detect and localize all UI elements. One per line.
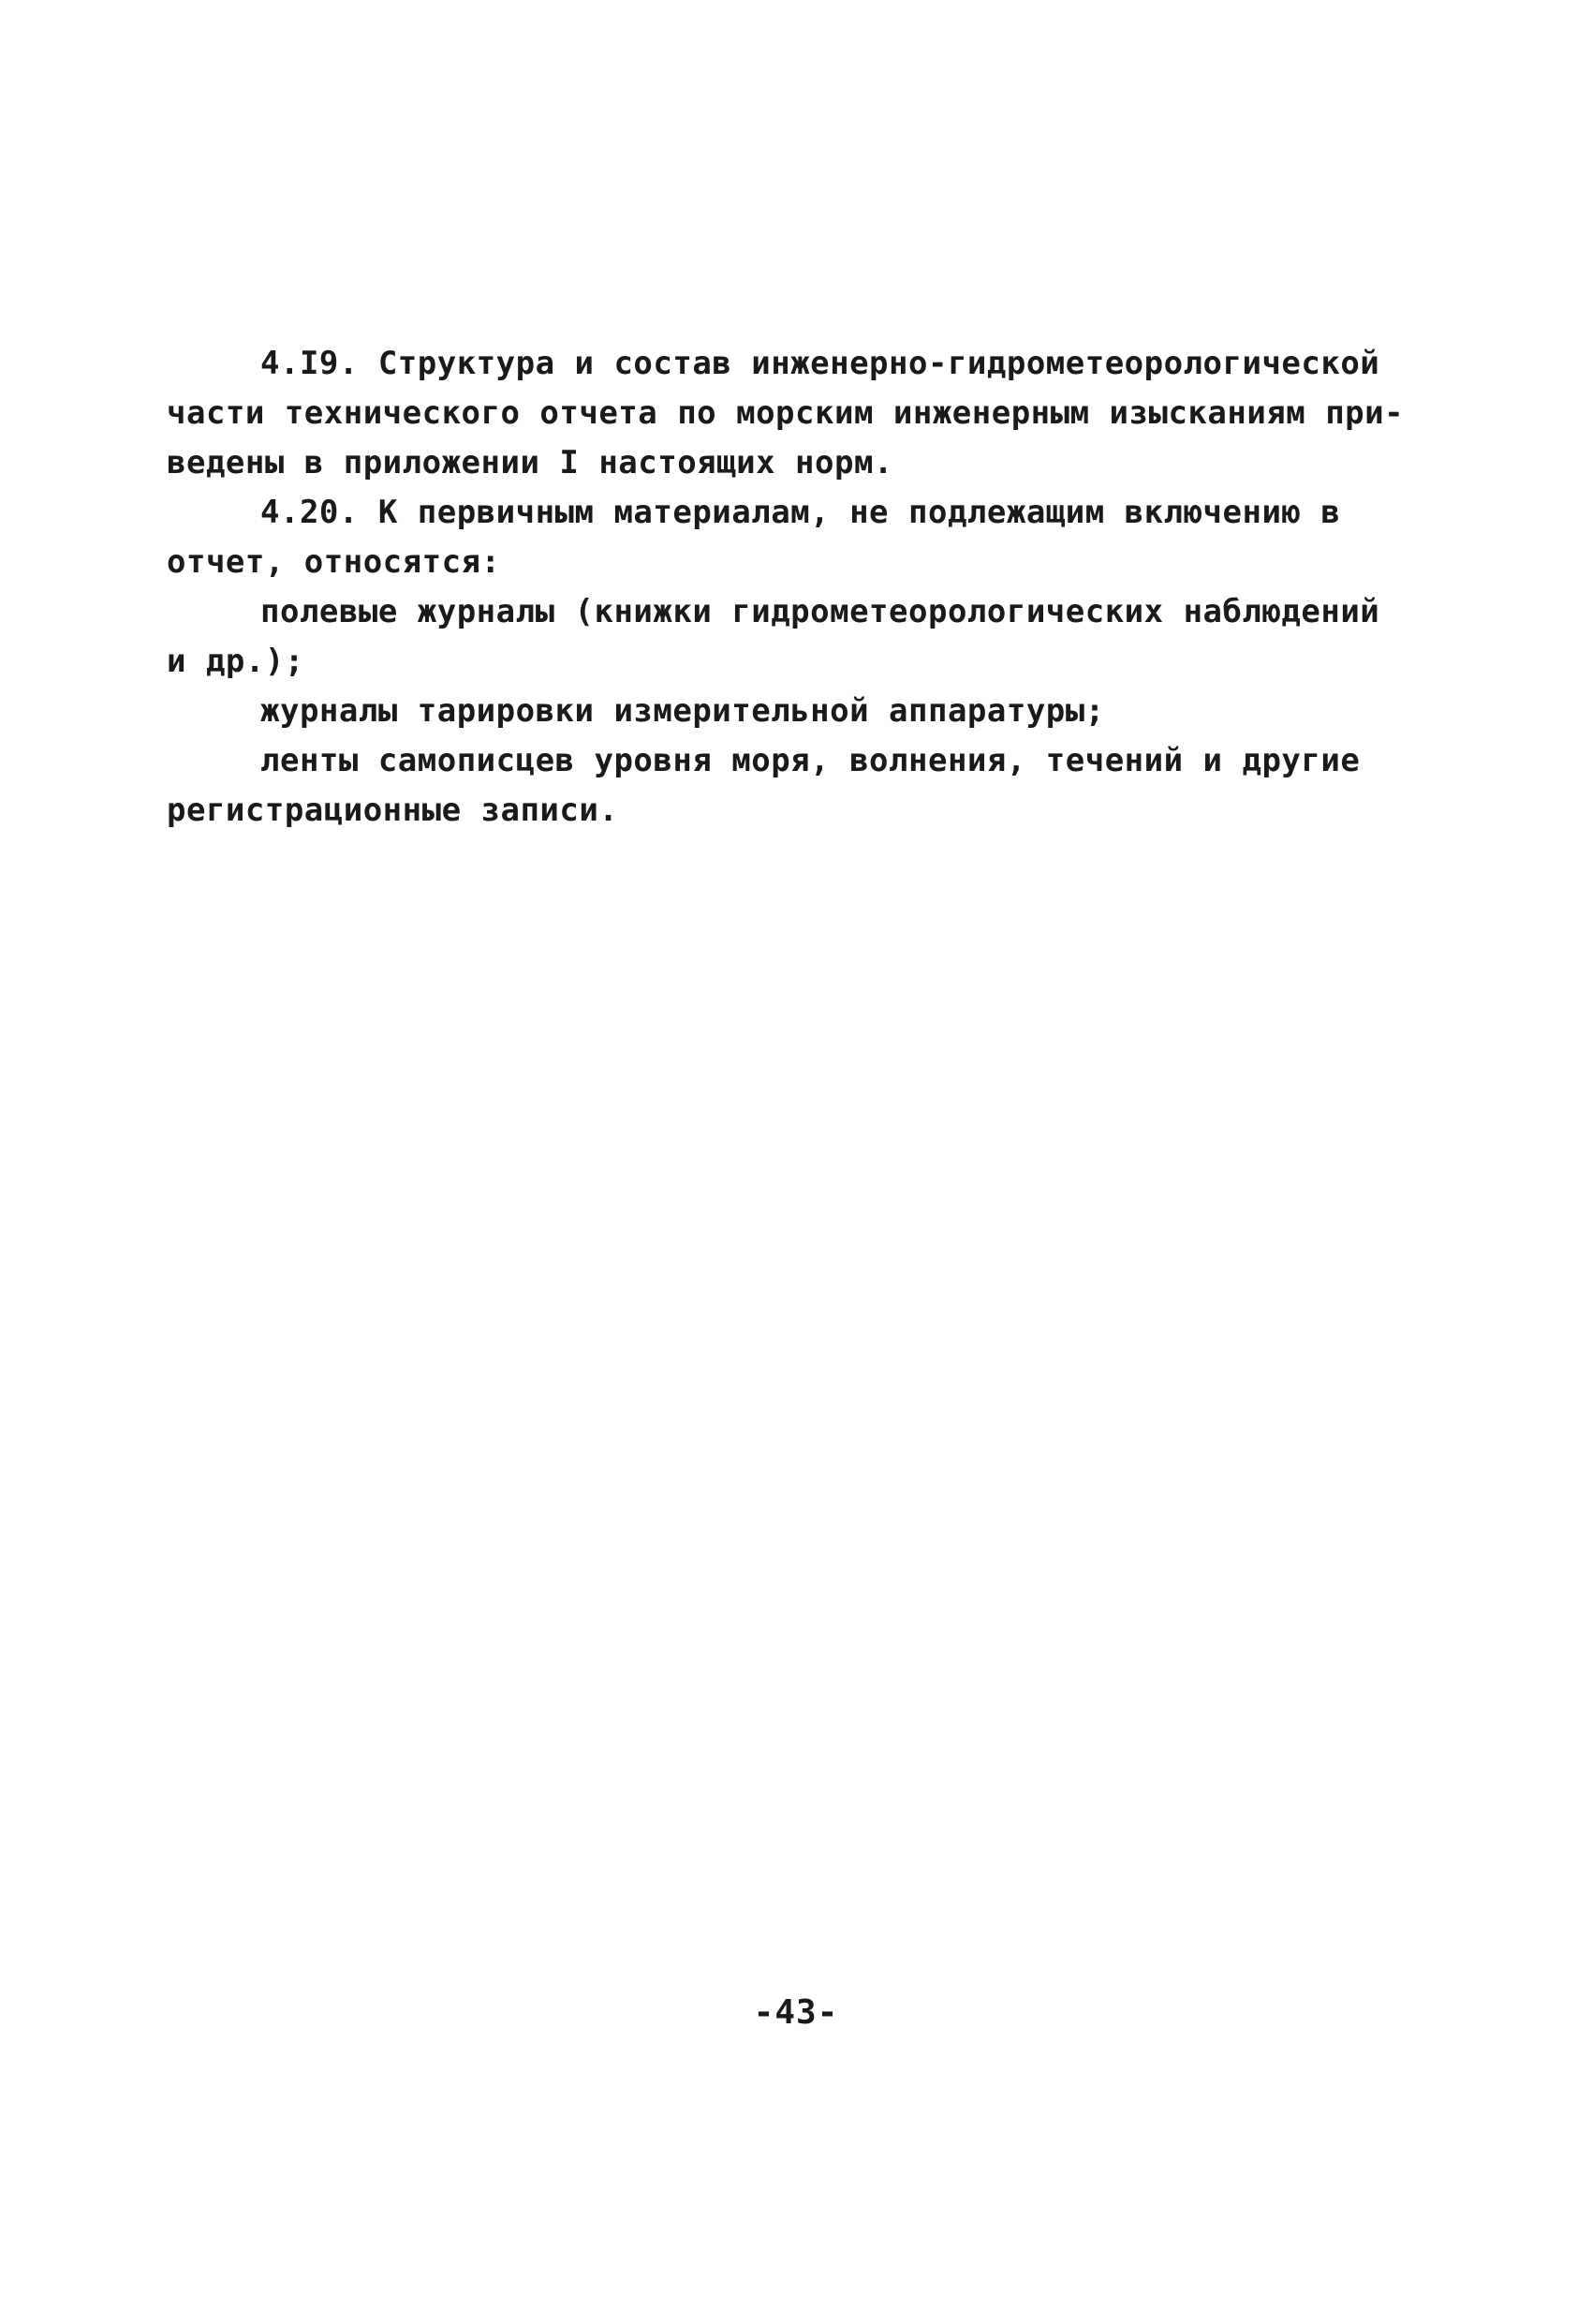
list-item-calibration-journals: журналы тарировки измерительной аппаратуры; xyxy=(260,692,1105,730)
page-number: -43- xyxy=(753,1993,839,2032)
list-item-recorder-tapes-line-2: регистрационные записи. xyxy=(167,792,619,829)
paragraph-4-20-line-1: 4.20. К первичным материалам, не подлежащим включению в xyxy=(260,494,1341,531)
list-item-recorder-tapes-line-1: ленты самописцев уровня моря, волнения, течений и другие xyxy=(260,742,1361,779)
body-text xyxy=(167,339,1422,836)
paragraph-4-20-line-2: отчет, относятся: xyxy=(167,543,501,581)
list-item-field-journals-line-2: и др.); xyxy=(167,643,304,680)
paragraph-4-19-line-3: ведены в приложении I настоящих норм. xyxy=(167,444,893,481)
paragraph-4-19-line-1: 4.I9. Структура и состав инженерно-гидрометеорологической xyxy=(260,345,1380,382)
list-item-field-journals-line-1: полевые журналы (книжки гидрометеорологических наблюдений xyxy=(260,593,1380,630)
paragraph-4-19-line-2: части технического отчета по морским инженерным изысканиям при- xyxy=(167,394,1405,432)
